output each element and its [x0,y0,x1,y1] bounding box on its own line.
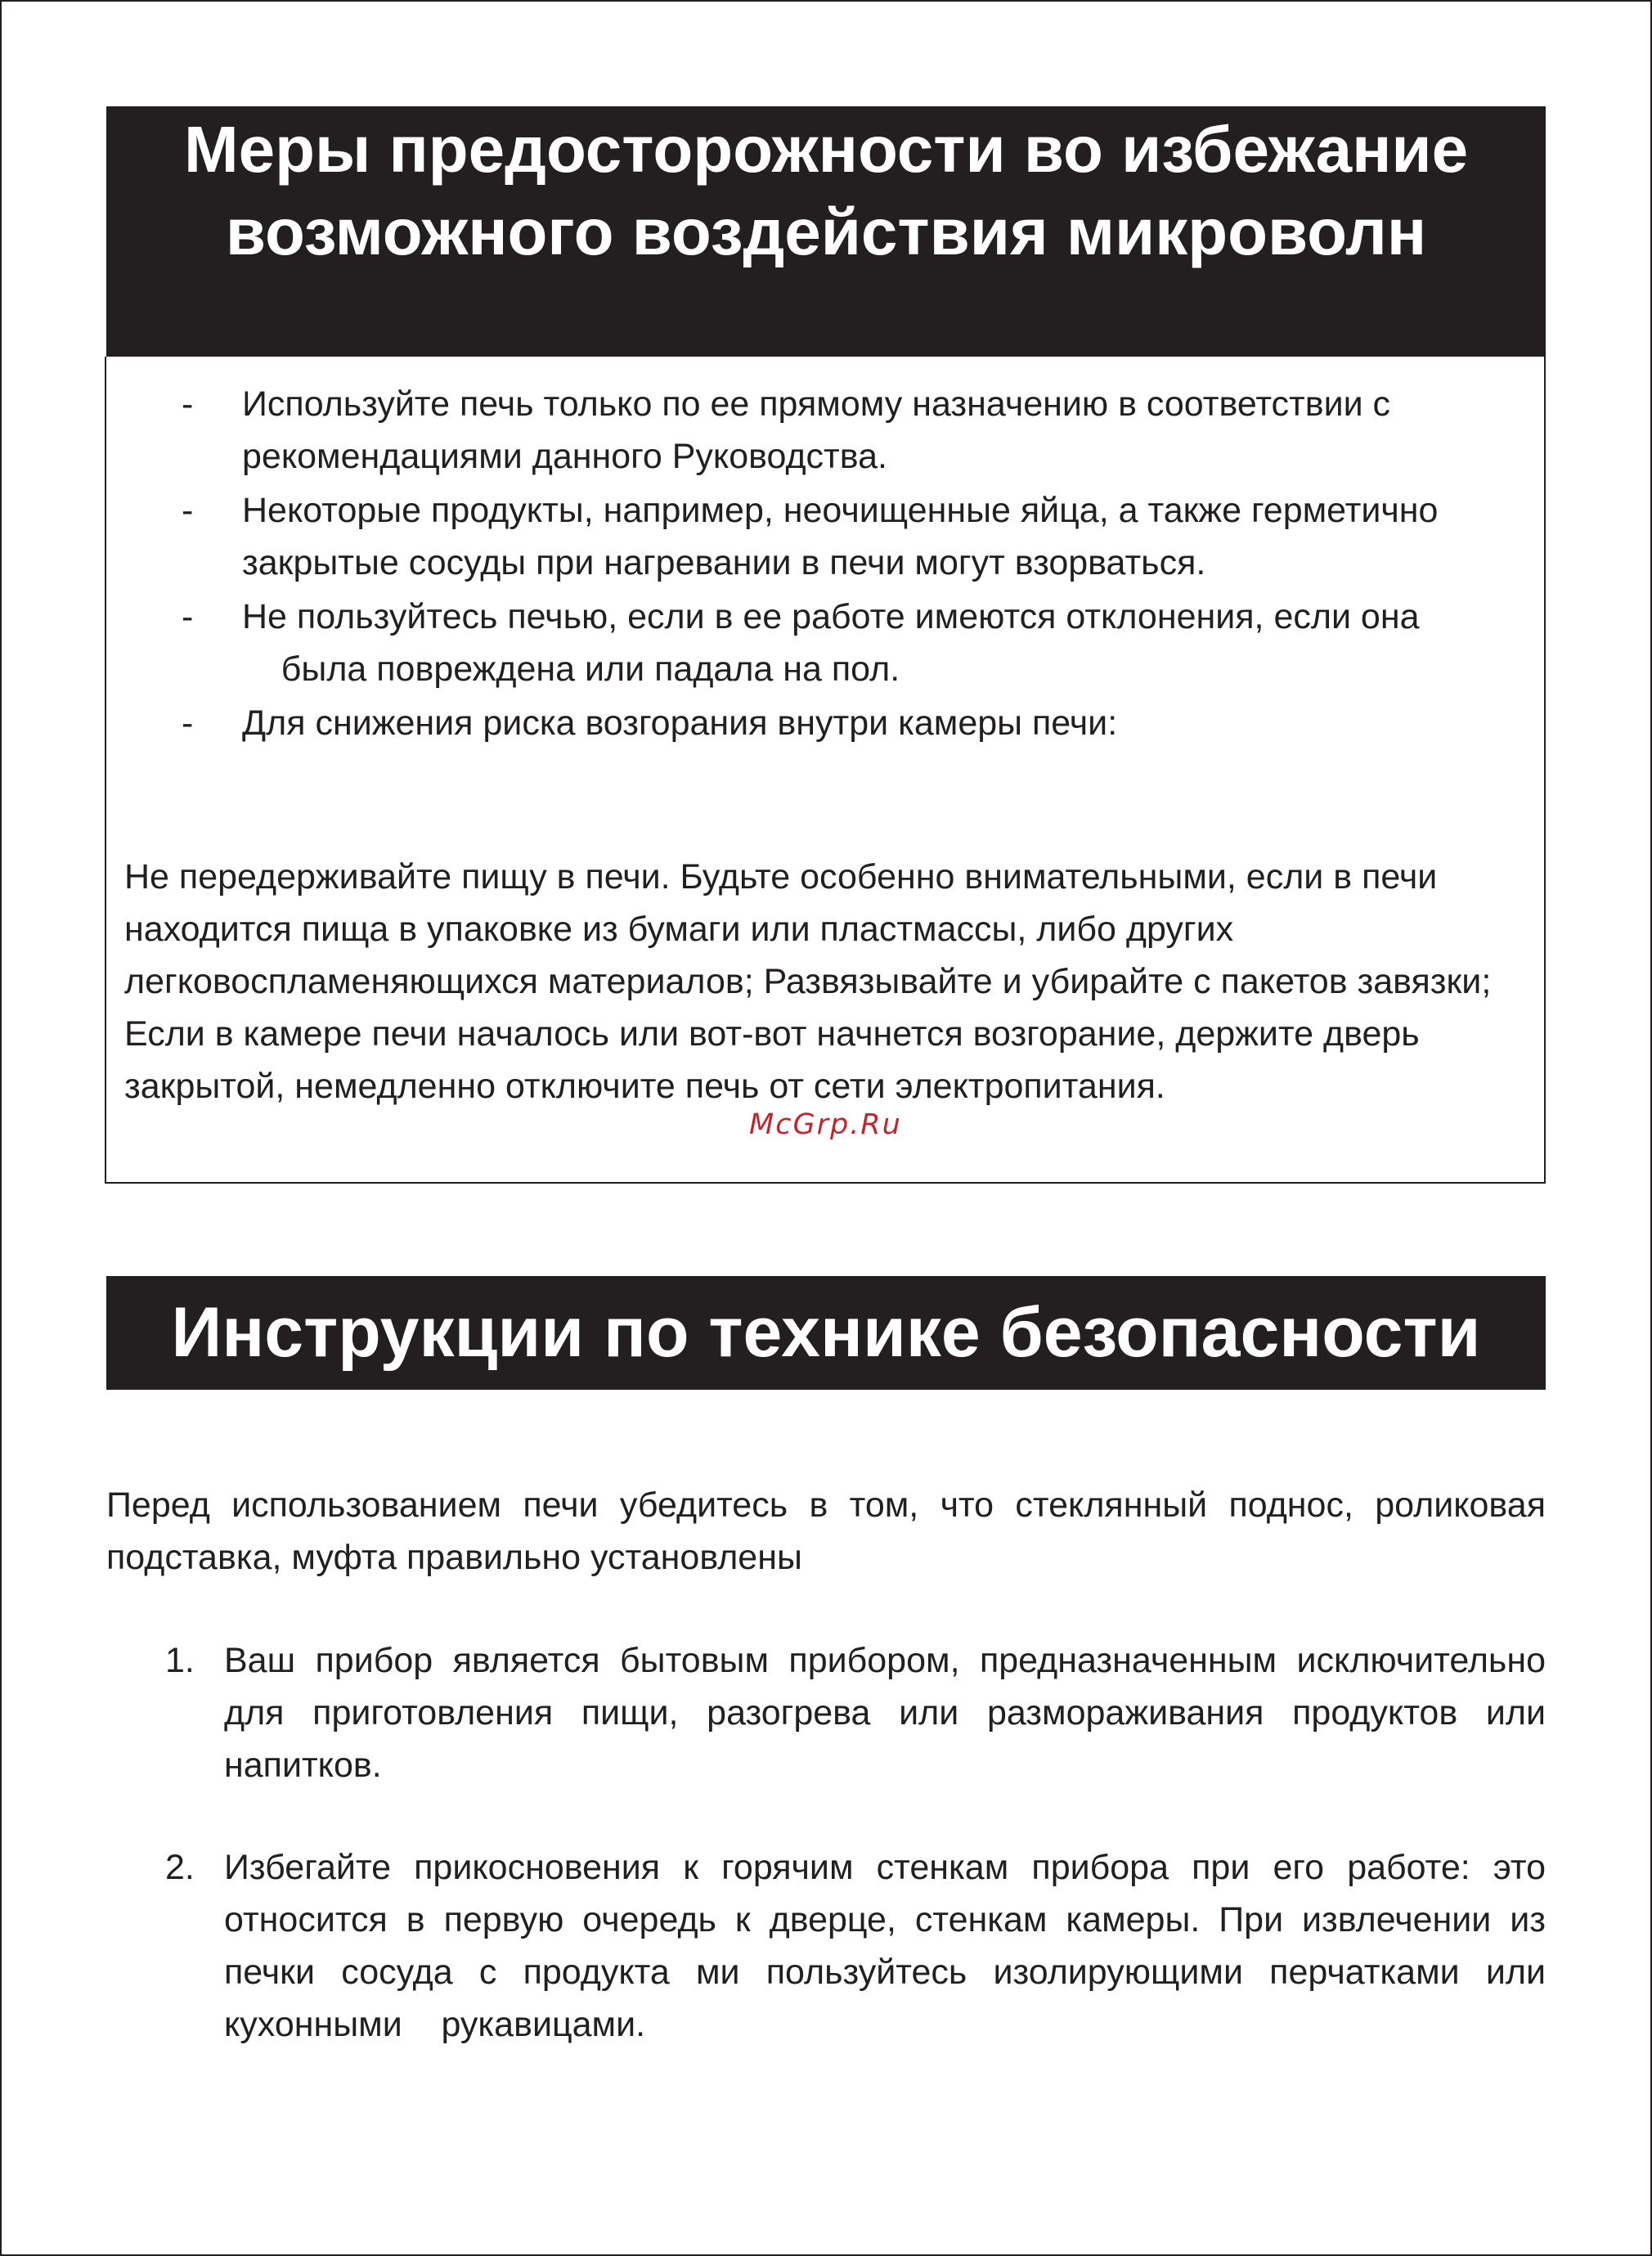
bullet-dash: - [182,597,194,636]
list-item-text: Не пользуйтесь печью, если в ее работе имеются отклонения, если она была повреждена или падала на пол. [242,597,1420,689]
section-title-microwave-precautions: Меры предосторожности во избежание возможного воздействия микроволн [106,106,1546,357]
list-item-text: Некоторые продукты, например, неочищенные яйца, а также герметично закрытые сосуды при нагревании в печи могут взорваться. [242,491,1439,582]
precautions-box [105,357,1546,1184]
list-item [106,697,1544,749]
bullet-dash: - [182,491,194,530]
item-text: Ваш прибор является бытовым прибором, предназначенным исключительно для приготовления пищи, разогрева или размораживания продуктов или напитков. [224,1641,1546,1785]
numbered-item [106,1634,1546,1791]
fire-risk-paragraph: Не передерживайте пищу в печи. Будьте особенно внимательными, если в печи находится пища в упаковке из бумаги или пластмассы, либо других легковоспламеняющихся материалов; Развязывайте и убирайте с пакетов завязки; Если в камере печи началось или вот-вот начнется возгорание, держите дверь закрытой, немедленно отключите печь от сети электропитания. [124,857,1492,1106]
bullet-dash: - [182,384,194,424]
precautions-list [106,378,1544,751]
item-text: Избегайте прикосновения к горячим стенкам прибора при его работе: это относится в первую очередь к дверце, стенкам камеры. При извлечении из печки сосуда с продукта ми пользуйтесь изолирующими перчатками или кухонными рукавицами. [224,1848,1546,2044]
item-number: 2. [165,1848,195,1887]
list-item-text: Используйте печь только по ее прямому назначению в соответствии с рекомендациями данного Руководства. [242,384,1391,476]
intro-paragraph: Перед использованием печи убедитесь в том, что стеклянный поднос, роликовая подставка, муфта правильно установлены [106,1485,1546,1577]
list-item [106,591,1544,695]
list-item [106,484,1544,589]
list-item-text: Для снижения риска возгорания внутри камеры печи: [242,703,1118,743]
bullet-dash: - [182,703,194,743]
watermark-text: McGrp.Ru [749,1108,902,1141]
section-title-safety-instructions: Инструкции по технике безопасности [106,1276,1546,1390]
item-number: 1. [165,1641,195,1680]
numbered-item [106,1841,1546,2051]
list-item [106,378,1544,483]
